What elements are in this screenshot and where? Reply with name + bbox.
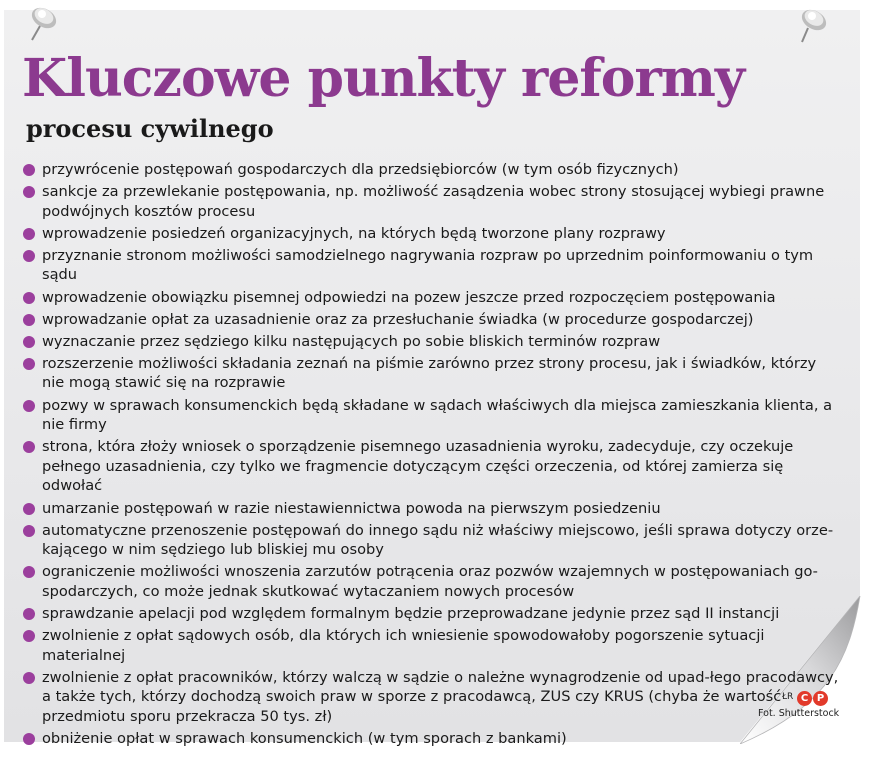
list-item	[22, 562, 840, 601]
list-item-text: sankcje za przewlekanie postępowania, np. możliwość zasądzenia wobec strony stosującej wybiegi prawne podwójnych kosztów procesu	[42, 183, 825, 220]
bullet-icon	[23, 630, 35, 642]
page-title: Kluczowe punkty reformy	[22, 48, 745, 109]
list-item	[22, 521, 840, 560]
reform-points-list	[22, 160, 840, 751]
list-item	[22, 310, 840, 330]
list-item	[22, 288, 840, 308]
list-item	[22, 182, 840, 221]
photo-credit: Fot. Shutterstock	[758, 708, 840, 719]
list-item	[22, 160, 840, 180]
list-item	[22, 354, 840, 393]
list-item	[22, 668, 840, 727]
list-item-text: zwolnienie z opłat pracowników, którzy walczą w sądzie o należne wynagrodzenie od upad-łego pracodawcy, a także tych, którzy dochodzą swoich praw w sporze z pracodawcą, ZUS czy KRUS (chyba że wartość przedmiotu sporu przekracza 50 tys. zł)	[42, 668, 839, 725]
bullet-icon	[23, 733, 35, 745]
bullet-icon	[23, 672, 35, 684]
page-subtitle: procesu cywilnego	[26, 114, 274, 143]
bullet-icon	[23, 314, 35, 326]
pushpin-icon	[788, 2, 834, 48]
list-item	[22, 332, 840, 352]
list-item-text: obniżenie opłat w sprawach konsumenckich (w tym sporach z bankami)	[42, 730, 567, 748]
bullet-icon	[23, 503, 35, 515]
list-item-text: wprowadzenie obowiązku pisemnej odpowiedzi na pozew jeszcze przed rozpoczęciem postępowania	[42, 288, 776, 306]
list-item-text: sprawdzanie apelacji pod względem formalnym będzie przeprowadzane jedynie przez sąd II instancji	[42, 604, 780, 622]
list-item-text: umarzanie postępowań w razie niestawiennictwa powoda na pierwszym posiedzeniu	[42, 499, 661, 517]
bullet-icon	[23, 566, 35, 578]
copyright-c-icon: C	[797, 691, 812, 706]
bullet-icon	[23, 228, 35, 240]
list-item	[22, 729, 840, 749]
bullet-icon	[23, 525, 35, 537]
bullet-icon	[23, 164, 35, 176]
list-item-text: automatyczne przenoszenie postępowań do innego sądu niż właściwy miejscowo, jeśli sprawa dotyczy orze-kającego w nim sędziego lub bliskiej mu osoby	[42, 521, 834, 559]
list-item	[22, 437, 840, 496]
copyright-badge	[797, 686, 829, 702]
list-item-text: strona, która złoży wniosek o sporządzenie pisemnego uzasadnienia wyroku, zadecyduje, czy oczekuje pełnego uzasadnienia, czy tylko we fragmencie dotyczącym części orzeczenia, od której zamierza się odwołać	[42, 438, 794, 495]
list-item-text: ograniczenie możliwości wnoszenia zarzutów potrącenia oraz pozwów wzajemnych w postępowaniach go-spodarczych, co może jednak skutkować wytaczaniem nowych procesów	[42, 563, 818, 600]
list-item-text: przywrócenie postępowań gospodarczych dla przedsiębiorców (w tym osób fizycznych)	[42, 161, 679, 178]
list-item-text: zwolnienie z opłat sądowych osób, dla których ich wniesienie spowodowałoby pogorszenie sytuacji materialnej	[42, 627, 765, 664]
list-item	[22, 604, 840, 624]
bullet-icon	[23, 186, 35, 198]
list-item-text: rozszerzenie możliwości składania zeznań na piśmie zarówno przez strony procesu, jak i świadków, którzy nie mogą stawić się na rozprawie	[42, 354, 817, 392]
list-item	[22, 224, 840, 244]
list-item	[22, 499, 840, 519]
copyright-p-icon: P	[813, 691, 828, 706]
list-item-text: przyznanie stronom możliwości samodzielnego nagrywania rozpraw po uprzednim poinformowaniu o tym sądu	[42, 246, 814, 284]
list-item	[22, 626, 840, 665]
list-item	[22, 396, 840, 435]
bullet-icon	[23, 250, 35, 262]
bullet-icon	[23, 292, 35, 304]
list-item-text: wprowadzanie opłat za uzasadnienie oraz za przesłuchanie świadka (w procedurze gospodarczej)	[42, 310, 754, 328]
list-item-text: pozwy w sprawach konsumenckich będą składane w sądach właściwych dla miejsca zamieszkania klienta, a nie firmy	[42, 396, 833, 434]
list-item-text: wprowadzenie posiedzeń organizacyjnych, na których będą tworzone plany rozprawy	[42, 224, 666, 242]
author-initials: ŁR	[782, 692, 794, 702]
list-item	[22, 246, 840, 285]
list-item-text: wyznaczanie przez sędziego kilku następujących po sobie bliskich terminów rozpraw	[42, 332, 661, 350]
bullet-icon	[23, 358, 35, 370]
pushpin-icon	[18, 0, 64, 46]
bullet-icon	[23, 608, 35, 620]
bullet-icon	[23, 400, 35, 412]
bullet-icon	[23, 336, 35, 348]
bullet-icon	[23, 441, 35, 453]
